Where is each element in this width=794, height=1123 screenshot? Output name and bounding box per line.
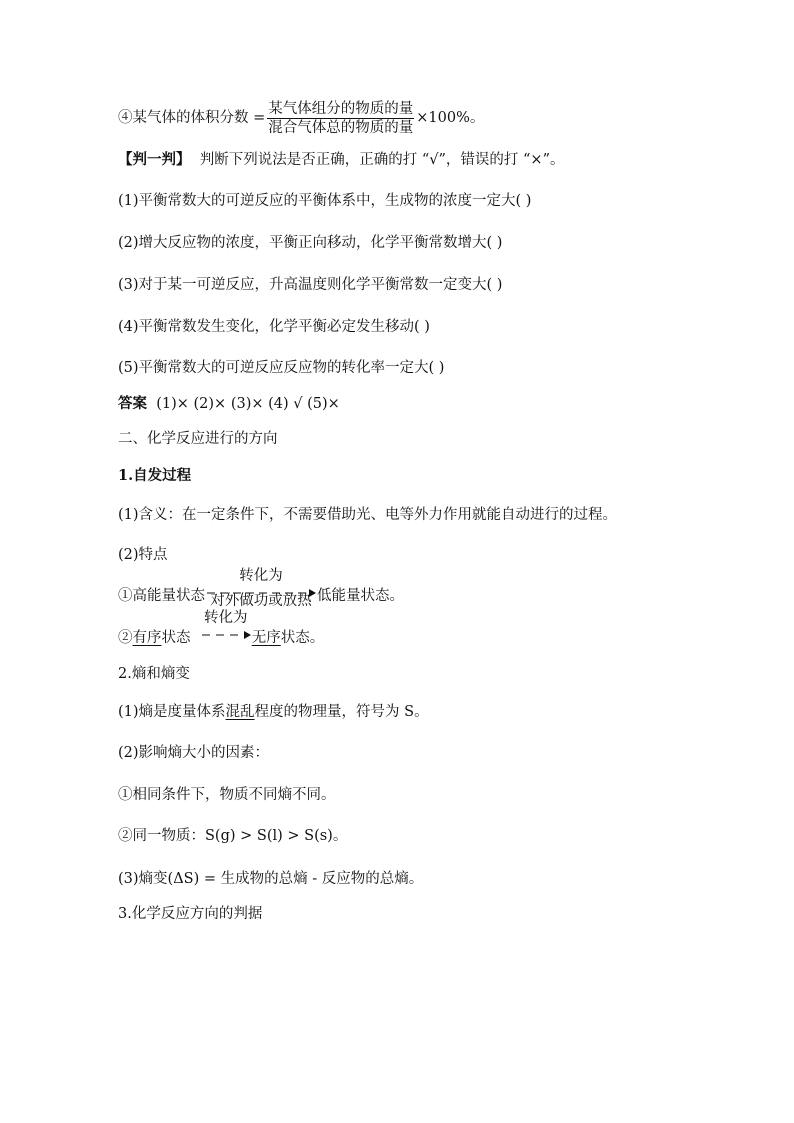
direction-criteria-title: 3.化学反应方向的判据: [118, 906, 263, 922]
question-4: (4)平衡常数发生变化，化学平衡必定发生移动( ): [118, 319, 430, 335]
feature-2-disordered: 无序: [251, 630, 281, 646]
arrow-2-top-label: 转化为: [203, 610, 248, 626]
features-title: (2)特点: [118, 547, 168, 563]
arrow-1-top-label: 转化为: [239, 568, 283, 584]
entropy-def-part-c: 程度的物理量，符号为 S。: [254, 704, 429, 720]
fraction-numerator: 某气体组分的物质的量: [268, 100, 414, 117]
answer-line: [118, 394, 340, 414]
fraction: [267, 100, 414, 137]
formula-suffix: ×100%。: [416, 110, 485, 126]
question-5: (5)平衡常数大的可逆反应反应物的转化率一定大( ): [118, 360, 445, 376]
answer-label: 答案: [118, 395, 147, 412]
feature-2-prefix: ②: [118, 630, 133, 646]
feature-2-state: 状态: [161, 630, 191, 646]
arrow-1-bottom-label: 对外做功或放热: [210, 593, 312, 609]
entropy-factors: (2)影响熵大小的因素：: [118, 745, 270, 761]
question-2: (2)增大反应物的浓度，平衡正向移动，化学平衡常数增大( ): [118, 235, 503, 251]
feature-2-end-state: 状态。: [280, 630, 325, 646]
volume-fraction-formula: [118, 98, 484, 138]
section-title: 二、化学反应进行的方向: [118, 431, 278, 447]
entropy-factor-2: ②同一物质：S(g) > S(l) > S(s)。: [118, 828, 348, 844]
question-3: (3)对于某一可逆反应，升高温度则化学平衡常数一定变大( ): [118, 277, 503, 293]
entropy-factor-1: ①相同条件下，物质不同熵不同。: [118, 787, 336, 803]
entropy-title: 2.熵和熵变: [118, 666, 190, 682]
spontaneous-meaning: (1)含义：在一定条件下，不需要借助光、电等外力作用就能自动进行的过程。: [118, 507, 618, 523]
answer-items: (1)× (2)× (3)× (4) √ (5)×: [156, 396, 340, 412]
question-1: (1)平衡常数大的可逆反应的平衡体系中，生成物的浓度一定大( ): [118, 193, 532, 209]
entropy-change: (3)熵变(ΔS) = 生成物的总熵 - 反应物的总熵。: [118, 871, 424, 887]
entropy-def-part-a: (1)熵是度量体系: [118, 704, 226, 720]
feature-1: [118, 568, 404, 609]
feature-2-ordered: 有序: [132, 630, 162, 646]
entropy-def-chaos: 混乱: [225, 704, 255, 720]
judge-tag: 【判一判】: [118, 151, 191, 168]
judge-instruction: 判断下列说法是否正确，正确的打 “√”，错误的打 “×”。: [199, 152, 565, 168]
feature-1-end: 低能量状态。: [317, 588, 404, 604]
feature-1-start: ①高能量状态: [118, 588, 205, 604]
conversion-arrow-1: [205, 568, 317, 609]
fraction-denominator: 混合气体总的物质的量: [268, 119, 414, 136]
spontaneous-process-title: 1.自发过程: [118, 467, 192, 484]
judge-prompt: [118, 150, 564, 170]
entropy-definition: [118, 702, 429, 722]
arrow-2-icon: [200, 628, 252, 642]
feature-2: [118, 610, 325, 648]
conversion-arrow-2: [200, 610, 252, 642]
formula-prefix: ④某气体的体积分数 =: [118, 110, 266, 126]
